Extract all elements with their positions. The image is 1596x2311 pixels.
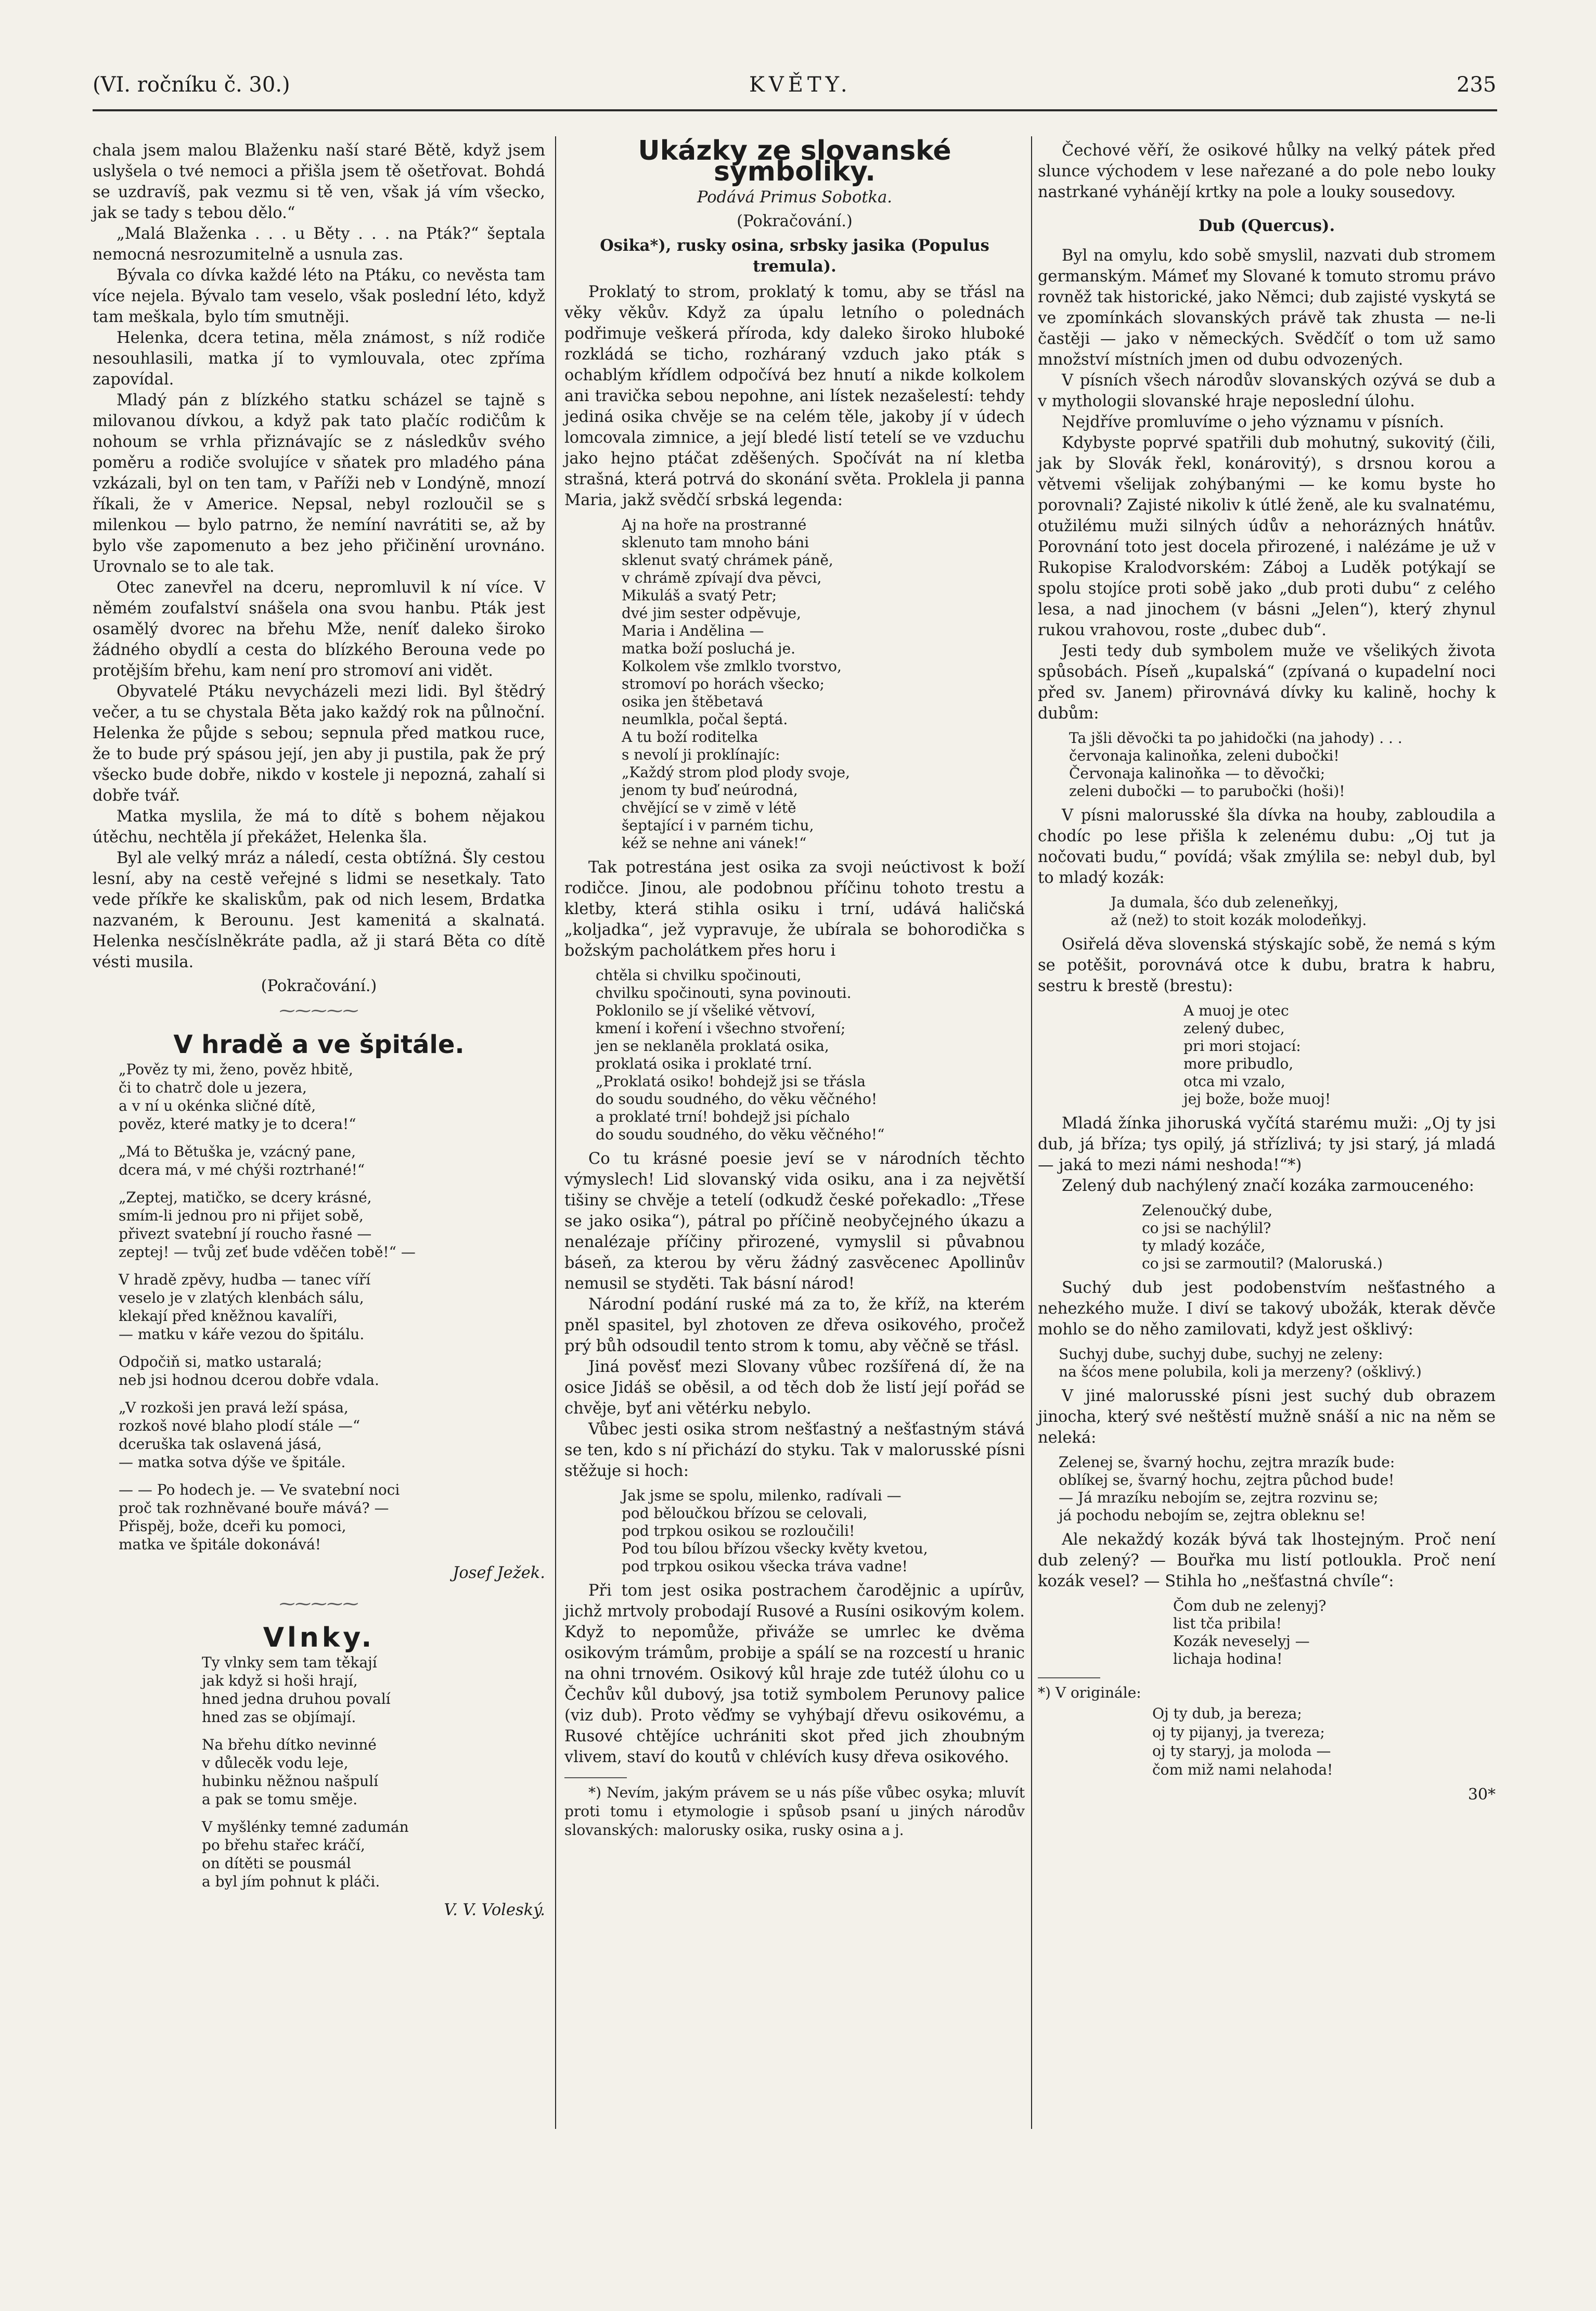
verse-line: — — Po hodech je. — Ve svatební noci <box>119 1481 400 1498</box>
verse-line: pod trpkou osikou se rozloučili! <box>622 1522 855 1539</box>
verse-line: A muoj je otec <box>1183 1002 1289 1019</box>
continuation-note: (Pokračování.) <box>737 212 853 230</box>
verse-line: jen se neklaněla proklatá osika, <box>596 1037 829 1055</box>
verse-line: zeleni dubočki — to parubočki (hoši)! <box>1069 782 1345 800</box>
song-verse <box>1038 894 1496 929</box>
footnote-label: *) V originále: <box>1038 1684 1141 1701</box>
ornament-divider: ⁓⁓⁓⁓⁓ <box>279 1595 359 1613</box>
verse-line: dvé jim sester odpěvuje, <box>622 605 801 622</box>
paragraph: Kdybyste poprvé spatřili dub mohutný, sukovitý (čili, jak by Slovák řekl, konárovitý), s drsnou korou a větvemi všelijak zohýbanými — ke komu byste ho porovnali? Zajisté nikoliv k útlé ženě, ale ku svalnatému, otužilému muži silných údův a nehorázných hnátův. Porovnání toto jest docela přirozené, i nalézáme je už v Rukopise Kralodvorském: Záboj a Luděk potýkají se spolu stojíce proti sobě jako „dub proti dubu“ z celého lesa, a nad jinochem (v básni „Jelen“), který zhynul rukou vrahovou, roste „dubec dub“. <box>1038 434 1496 639</box>
header-volume: (VI. ročníku č. 30.) <box>93 73 290 97</box>
verse-line: hubinku něžnou našpulí <box>202 1773 379 1790</box>
verse-line: jenom ty buď neúrodná, <box>622 781 798 799</box>
verse-line: neb jsi hodnou dcerou dobře vdala. <box>119 1371 379 1389</box>
verse-line: — matku v káře vezou do špitálu. <box>119 1326 365 1343</box>
paragraph: Co tu krásné poesie jeví se v národních těchto výmyslech! Lid slovanský vida osiku, ana i za největší tišiny se chvěje a tetelí (odkudž české pořekadlo: „Třese se jako osika“), pátral po příčině neobyčejného úkazu a nenalézaje příčiny přirozené, vymyslil si půvabnou báseň, za kterou by věru žádný zasvěcenec Apollinův nemusil se styděti. Tak básní národ! <box>564 1150 1025 1293</box>
verse-line: „Má to Bětuška je, vzácný pane, <box>119 1143 356 1160</box>
verse-line: zeptej! — tvůj zeť bude vděčen tobě!“ — <box>119 1243 416 1261</box>
verse-line: oblíkej se, švarný hochu, zejtra půchod bude! <box>1059 1471 1395 1488</box>
verse-line: v důlecěk vodu leje, <box>202 1754 349 1771</box>
verse-line: a proklaté trní! bohdejž jsi píchalo <box>596 1108 850 1125</box>
verse-line: do soudu soudného, do věku věčného! <box>596 1090 878 1108</box>
verse-line: oj ty staryj, ja moloda — <box>1152 1742 1331 1760</box>
verse-line: Čom dub ne zelenyj? <box>1173 1597 1327 1614</box>
footnote-rule <box>564 1777 627 1778</box>
verse-line: Maria i Andělina — <box>622 622 764 639</box>
ornament-divider: ⁓⁓⁓⁓⁓ <box>279 1002 359 1020</box>
verse-line: Ty vlnky sem tam těkají <box>202 1654 377 1671</box>
stanza <box>202 1653 545 1726</box>
verse-line: Kozák neveselyj — <box>1173 1633 1310 1650</box>
verse-line: rozkoš nové blaho plodí stále —“ <box>119 1417 361 1434</box>
paragraph: Zelený dub nachýlený značí kozáka zarmouceného: <box>1062 1177 1474 1195</box>
verse-line: hned zas se objímají. <box>202 1709 356 1726</box>
paragraph: Mladá žínka jihoruská vyčítá starému muži: „Oj ty jsi dub, já bříza; tys opilý, já střízlivá; ty jsi starý, já mladá — jaká to mezi námi neshoda!“*) <box>1038 1114 1496 1174</box>
song-verse <box>564 1487 1025 1575</box>
paragraph: Při tom jest osika postrachem čarodějnic a upírův, jichž mrtvoly probodají Rusové a Rusíni osikovým kolem. Když to nepomůže, přiváže se umrlec ke dvěma osikovým trámům, probije a spálí se na rozcestí u hranic na ohni trnovém. Osikový kůl hraje zde tutéž úlohu co u Čechův kůl dubový, jsa totiž symbolem Perunovy palice (viz dub). Proto věďmy se vyhýbají dřevu osikovému, a Rusové chtějíce uchrániti skot před jich zhoubným vlivem, staví do koutů v chlévích kusy dřeva osikového. <box>564 1582 1025 1766</box>
verse-line: a byl jím pohnut k pláči. <box>202 1873 380 1890</box>
legend-verse <box>564 516 1025 852</box>
header-rule <box>93 109 1497 111</box>
paragraph: Národní podání ruské má za to, že kříž, na kterém pněl spasitel, byl zhotoven ze dřeva osikového, pročež prý bůh odsoudil tento strom k tomu, aby věčně se třásl. <box>564 1295 1025 1355</box>
paragraph: Byl na omylu, kdo sobě smyslil, nazvati dub stromem germanským. Mámeť my Slované k tomuto stromu právo rovněž tak historické, jako Němci; dub zajisté vyskytá se ve zpomínkách slovanských právě tak zhusta — ne-li častěji — jako v německých. Svědčíť o tom už samo množství místních jmen od dubu odvozených. <box>1038 247 1496 369</box>
verse-line: veselo je v zlatých klenbách sálu, <box>119 1289 364 1306</box>
footnote-rule <box>1038 1677 1100 1678</box>
verse-line: Zelenej se, švarný hochu, zejtra mrazík bude: <box>1059 1454 1395 1471</box>
verse-line: on dítěti se pousmál <box>202 1855 351 1872</box>
verse-line: A tu boží roditelka <box>622 728 758 746</box>
stanza <box>119 1353 545 1389</box>
column-1 <box>93 140 545 1931</box>
paragraph: Obyvatelé Ptáku nevycházeli mezi lidi. Byl štědrý večer, a tu se chystala Běta jako každý rok na půlnoční. Helenka že půjde s sebou; sepnula před matkou ruce, že to bude prý spásou její, jen aby ji pustila, pak že prý všecko bude dobře, nikdo v kostele ji nepozná, zahalí si dobře tvář. <box>93 683 545 805</box>
poem-body <box>93 1653 545 1891</box>
footnote: *) Nevím, jakým právem se u nás píše vůbec osyka; mluvít proti tomu i etymologie i spůsob psaní u jiných národův slovanských: malorusky osika, rusky osina a j. <box>564 1784 1025 1839</box>
paragraph: chala jsem malou Blaženku naší staré Bětě, když jsem uslyšela o tvé nemoci a přišla jsem tě ošetřovat. Bohdá se uzdravíš, pak vezmu si tě ven, však já vím všecko, jak se tady s tebou dělo.“ <box>93 142 545 222</box>
verse-line: šeptající i v parném tichu, <box>622 817 814 834</box>
verse-line: dceruška tak oslavená jásá, <box>119 1435 322 1453</box>
paragraph: Mladý pán z blízkého statku scházel se tajně s milovanou dívkou, a když pak tato plačíc rodičům k nohoum se vrhla přiznávajíc se z následkův svého poměru a rodiče svolujíce v sňatek pro mladého pána vzkázali, byl on ten tam, v Paříži neb v Londýně, mnozí říkali, že v Americe. Nepsal, nebyl rozloučil se s milenkou — bylo patrno, že nemíní navrátiti se, až by bylo vše zapomenuto a bez jeho přičinění urovnáno. Urovnalo se to ale tak. <box>93 391 545 576</box>
verse-line: pri mori stojací: <box>1183 1037 1301 1055</box>
verse-line: sklenut svatý chrámek páně, <box>622 551 833 569</box>
verse-line: „Proklatá osiko! bohdejž jsi se třásla <box>596 1073 866 1090</box>
verse-line: osika jen štěbetavá <box>622 693 764 710</box>
song-verse <box>1038 1345 1496 1381</box>
column-3 <box>1038 140 1496 1805</box>
verse-line: ty mladý kozáče, <box>1142 1237 1266 1254</box>
stanza <box>202 1736 545 1808</box>
verse-line: až (než) to stoit kozák molodeňkyj. <box>1111 911 1367 929</box>
verse-line: Aj na hoře na prostranné <box>622 516 807 533</box>
paragraph: Matka myslila, že má to dítě s bohem nějakou útěchu, nechtěla jí překážet, Helenka šla. <box>93 807 545 846</box>
verse-line: Poklonilo se jí všeliké větvoví, <box>596 1002 816 1019</box>
verse-line: proč tak rozhněvané bouře mává? — <box>119 1499 389 1517</box>
stanza <box>119 1142 545 1179</box>
stanza <box>119 1481 545 1553</box>
verse-line: co jsi se nachýlil? <box>1142 1219 1271 1237</box>
signature-mark: 30* <box>1468 1786 1496 1804</box>
verse-line: na šćos mene polubila, koli ja merzeny? (ošklivý.) <box>1059 1363 1422 1380</box>
verse-line: zelený dubec, <box>1183 1020 1285 1037</box>
verse-line: stromoví po horách všecko; <box>622 675 825 692</box>
poem-body <box>93 1060 545 1553</box>
paragraph: Nejdříve promluvíme o jeho významu v písních. <box>1062 413 1445 431</box>
poem-author: V. V. Voleský. <box>444 1901 545 1919</box>
poem-title: Vlnky. <box>263 1622 375 1653</box>
song-verse <box>1038 1597 1496 1668</box>
verse-line: chvilku spočinouti, syna povinouti. <box>596 984 852 1002</box>
paragraph: V písni malorusské šla dívka na houby, zabloudila a chodíc po lese přišla k zelenému dubu: „Oj tut ja nočovati budu,“ povídá; však zmýlila se: nebyl dub, byl to mladý kozák: <box>1038 806 1496 887</box>
poem-title: V hradě a ve špitále. <box>173 1030 465 1059</box>
stanza <box>119 1270 545 1343</box>
section-heading: Dub (Quercus). <box>1198 216 1335 235</box>
verse-line: Zelenoučký dube, <box>1142 1202 1273 1219</box>
verse-line: čom miž nami nelahoda! <box>1152 1761 1333 1778</box>
verse-line: já pochodu nebojím se, zejtra obleknu se! <box>1059 1507 1366 1524</box>
continuation-note: (Pokračování.) <box>261 977 377 995</box>
paragraph: Jesti tedy dub symbolem muže ve všelikých života spůsobách. Píseň „kupalská“ (zpívaná o kupadelní noci před sv. Janem) přirovnává dívky ku kalině, hochy k dubům: <box>1038 642 1496 723</box>
paragraph: Jiná pověsť mezi Slovany vůbec rozšířená dí, že na osice Jidáš se oběsil, a od těch dob že listí její pořád se chvěje, byť ani větérku nebylo. <box>564 1358 1025 1418</box>
verse-line: list tča pribila! <box>1173 1615 1282 1632</box>
paragraph: Suchý dub jest podobenstvím nešťastného a nehezkého muže. I diví se takový ubožák, kterak děvče mohlo se do něho zamilovati, když jest ošklivý: <box>1038 1279 1496 1339</box>
song-verse <box>1038 1454 1496 1524</box>
verse-line: co jsi se zarmoutil? (Maloruská.) <box>1142 1255 1383 1272</box>
paragraph: Proklatý to strom, proklatý k tomu, aby se třásl na věky věkův. Když za úpalu letního o polednách podřimuje veškerá příroda, kdy daleko široko hluboké rozkládá se ticho, rozháraný vzduch jako pták s ochablým křídlem odpočívá bez hnutí a nikde kolkolem ani travička sebou nepohne, ani lístek nezašelestí: tehdy jediná osika chvěje se na celém těle, jakoby jí v údech lomcovala zimnice, a její bledé listí tetelí se ve vzduchu jako hejno ptáčat zděšených. Spočívát na ní kletba strašná, která potrvá do skonání světa. Proklela ji panna Maria, jakž svědčí srbská legenda: <box>564 283 1025 509</box>
verse-line: Ta jšli děvočki ta po jahidočki (na jahody) . . . <box>1069 729 1402 747</box>
koljadka-verse <box>564 967 1025 1144</box>
verse-line: Pod tou bílou břízou všecky květy kvetou, <box>622 1540 928 1557</box>
verse-line: přivezt svatební jí roucho řasné — <box>119 1225 372 1242</box>
stanza <box>202 1818 545 1891</box>
verse-line: chvějící se v zimě v létě <box>622 799 796 816</box>
column-2 <box>564 135 1025 1840</box>
verse-line: lichaja hodina! <box>1173 1650 1283 1667</box>
verse-line: klekají před kněžnou kavalíři, <box>119 1307 338 1325</box>
verse-line: Oj ty dub, ja bereza; <box>1152 1705 1302 1722</box>
verse-line: kmení i koření i všechno stvoření; <box>596 1020 846 1037</box>
footnote-verse <box>1038 1704 1496 1779</box>
verse-line: Odpočiň si, matko ustaralá; <box>119 1353 323 1370</box>
verse-line: „Každý strom plod plody svoje, <box>622 764 850 781</box>
article-byline: Podává Primus Sobotka. <box>697 188 892 207</box>
verse-line: matka ve špitále dokonává! <box>119 1536 321 1553</box>
verse-line: pod trpkou osikou všecka tráva vadne! <box>622 1558 908 1575</box>
verse-line: Přispěj, bože, dceři ku pomoci, <box>119 1518 346 1535</box>
paragraph: Vůbec jesti osika strom nešťastný a nešťastným stává se ten, kdo s ní přichází do styku. Tak v malorusské písni stěžuje si hoch: <box>564 1420 1025 1480</box>
verse-line: matka boží posluchá je. <box>622 640 796 657</box>
header-journal-title: KVĚTY. <box>749 73 852 97</box>
verse-line: otca mi vzalo, <box>1183 1073 1285 1090</box>
paragraph: Byl ale velký mráz a náledí, cesta obtížná. Šly cestou lesní, aby na cestě veřejné s lidmi se nesetkaly. Tato vede příkře ke skaliskům, pak od nich lesem, Brdatka nazvaném, k Berounu. Jest kamenitá a skalnatá. Helenka nesčíslněkráte padla, až ji stará Běta co dítě vésti musila. <box>93 849 545 971</box>
column-divider-right <box>1031 136 1032 2129</box>
verse-line: neumlkla, počal šeptá. <box>622 711 788 728</box>
paragraph: „Malá Blaženka . . . u Běty . . . na Pták?“ šeptala nemocná nesrozumitelně a usnula zas. <box>93 225 545 264</box>
verse-line: Na břehu dítko nevinné <box>202 1736 377 1753</box>
song-verse <box>1038 1202 1496 1273</box>
verse-line: — Já mrazíku nebojím se, zejtra rozvinu se; <box>1059 1489 1379 1506</box>
header-page-number: 235 <box>1457 73 1497 97</box>
paragraph: Ale nekaždý kozák bývá tak lhostejným. Proč není dub zelený? — Bouřka mu listí potloukla. Proč není kozák vesel? — Stihla ho „nešťastná chvíle“: <box>1038 1531 1496 1590</box>
verse-line: Kolkolem vše zmlklo tvorstvo, <box>622 658 842 675</box>
paragraph: Bývala co dívka každé léto na Ptáku, co nevěsta tam více nejela. Bývalo tam veselo, však poslední léto, když tam meškala, bylo tím smutněji. <box>93 266 545 326</box>
paragraph: Helenka, dcera tetina, měla známost, s níž rodiče nesouhlasili, matka jí to vymlouvala, otec zpříma zapovídal. <box>93 329 545 389</box>
verse-line: Červonaja kalinoňka — to děvočki; <box>1069 765 1325 782</box>
verse-line: a pak se tomu směje. <box>202 1791 358 1808</box>
verse-line: Suchyj dube, suchyj dube, suchyj ne zeleny: <box>1059 1345 1383 1363</box>
paragraph: Otec zanevřel na dceru, nepromluvil k ní více. V němém zoufalství snášela ona svou hanbu. Pták jest osamělý dvorec na břehu Mže, neníť daleko široko žádného obydlí a cesta do blízkého Berouna vede po protějším břehu, kam není pro stromoví ani vidět. <box>93 579 545 680</box>
section-heading: Osika*), rusky osina, srbsky jasika (Populus tremula). <box>600 236 989 276</box>
verse-line: V hradě zpěvy, hudba — tanec víří <box>119 1271 371 1288</box>
paragraph: V písních všech národův slovanských ozývá se dub a v mythologii slovanské hraje neposlední úlohu. <box>1038 371 1496 410</box>
verse-line: Mikuláš a svatý Petr; <box>622 587 777 604</box>
verse-line: V myšlénky temné zadumán <box>202 1818 409 1835</box>
verse-line: oj ty pijanyj, ja tvereza; <box>1152 1724 1325 1741</box>
article-title: Ukázky ze slovanské symboliky. <box>638 135 951 187</box>
verse-line: „Pověz ty mi, ženo, pověz hbitě, <box>119 1061 353 1078</box>
verse-line: kéž se nehne ani vánek!“ <box>622 834 807 852</box>
paragraph: Čechové věří, že osikové hůlky na velký pátek před slunce východem v lese nařezané a do pole nebo louky nastrkané vyhánějí krtky na pole a louky sousedovy. <box>1038 142 1496 201</box>
verse-line: s nevolí ji proklínajíc: <box>622 746 780 763</box>
stanza <box>119 1188 545 1261</box>
verse-line: more pribudlo, <box>1183 1055 1294 1072</box>
verse-line: a v ní u okénka sličné dítě, <box>119 1097 316 1114</box>
verse-line: Ja dumala, šćo dub zeleneňkyj, <box>1111 894 1338 911</box>
verse-line: jej bože, bože muoj! <box>1183 1090 1331 1108</box>
verse-line: Jak jsme se spolu, milenko, radívali — <box>622 1487 902 1504</box>
column-divider-left <box>555 136 556 2129</box>
poem-author: Josef Ježek. <box>453 1564 545 1582</box>
verse-line: „Zeptej, matičko, se dcery krásné, <box>119 1189 372 1206</box>
verse-line: červonaja kalinoňka, zeleni dubočki! <box>1069 747 1340 764</box>
verse-line: chtěla si chvilku spočinouti, <box>596 967 802 984</box>
verse-line: dcera má, v mé chýši roztrhané!“ <box>119 1161 365 1178</box>
verse-line: — matka sotva dýše ve špitále. <box>119 1454 346 1471</box>
kupala-verse <box>1038 729 1496 800</box>
verse-line: jak když si hoši hrají, <box>202 1672 358 1689</box>
verse-line: sklenuto tam mnoho báni <box>622 534 809 551</box>
slovak-verse <box>1038 1002 1496 1108</box>
verse-line: proklatá osika i proklaté trní. <box>596 1055 813 1072</box>
verse-line: „V rozkoši jen pravá leží spása, <box>119 1399 349 1416</box>
verse-line: pověz, které matky je to dcera!“ <box>119 1115 356 1133</box>
paragraph: Tak potrestána jest osika za svoji neúctivost k boží rodičce. Jinou, ale podobnou příčinu tohoto trestu a kletby, která stihla osiku i trní, udává haličská „koljadka“, jež vypravuje, že ubírala se bohorodička s božským pacholátkem přes horu i <box>564 858 1025 960</box>
verse-line: po břehu stařec kráčí, <box>202 1837 365 1854</box>
stanza <box>119 1398 545 1471</box>
stanza <box>119 1060 545 1133</box>
verse-line: v chrámě zpívají dva pěvci, <box>622 569 822 586</box>
verse-line: či to chatrč dole u jezera, <box>119 1079 307 1096</box>
verse-line: hned jedna druhou povalí <box>202 1690 391 1707</box>
verse-line: do soudu soudného, do věku věčného!“ <box>596 1126 885 1143</box>
verse-line: pod běloučkou břízou se celovali, <box>622 1505 868 1522</box>
paragraph: V jiné malorusské písni jest suchý dub obrazem jinocha, který své neštěstí mužně snáší a nic na něm se neleká: <box>1038 1387 1496 1447</box>
paragraph: Osiřelá děva slovenská stýskajíc sobě, že nemá s kým se potěšit, porovnává otce k dubu, bratra k habru, sestru k brestě (brestu): <box>1038 935 1496 995</box>
verse-line: smím-li jednou pro ni přijet sobě, <box>119 1207 364 1224</box>
